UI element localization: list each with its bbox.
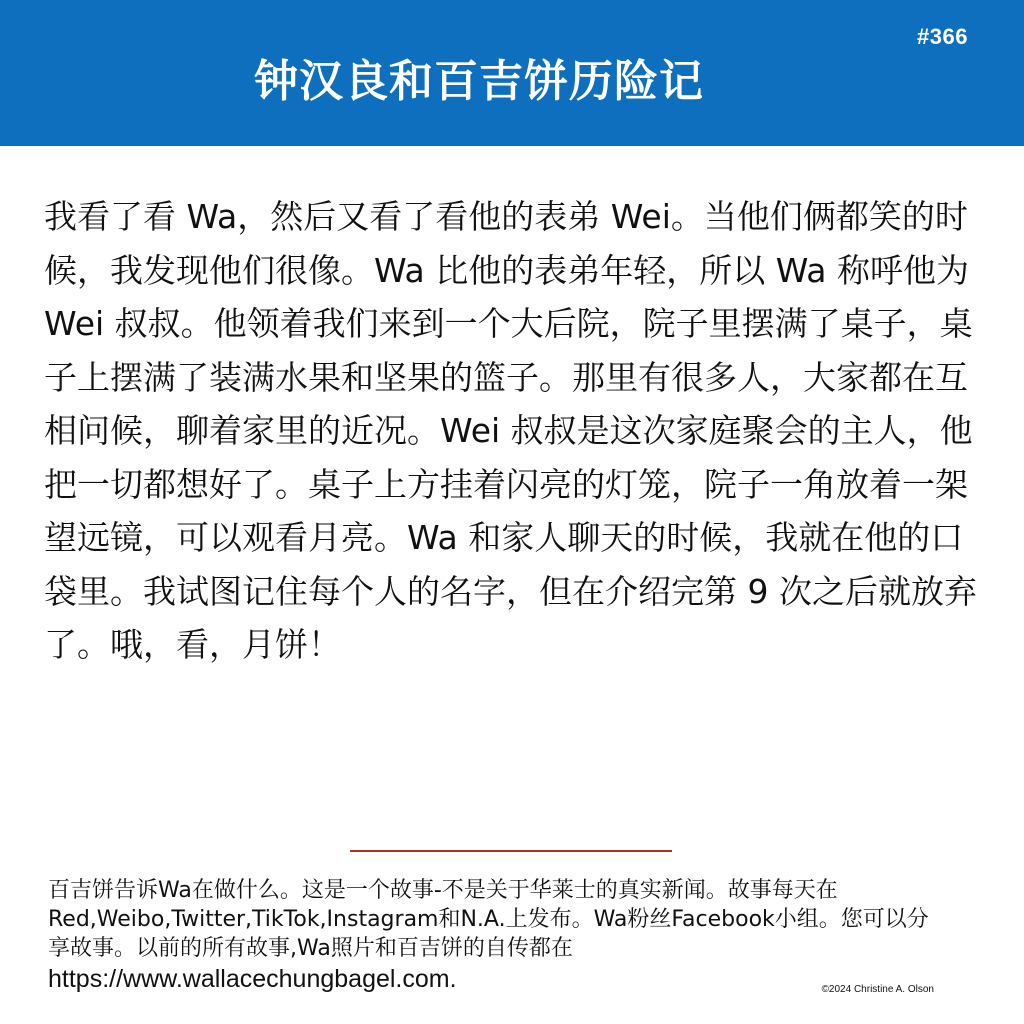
episode-number: #366 (917, 24, 968, 49)
divider-line (350, 850, 672, 852)
website-link[interactable]: https://www.wallacechungbagel.com. (48, 965, 457, 993)
page-title: 钟汉良和百吉饼历险记 (254, 56, 704, 107)
copyright-notice: ©2024 Christine A. Olson (821, 984, 934, 995)
footer-text: 百吉饼告诉Wa在做什么。这是一个故事-不是关于华莱士的真实新闻。故事每天在Red,Weibo,Twitter,TikTok,Instagram和N.A.上发布。Wa粉丝Facebook小组。您可以分享故事。以前的所有故事,Wa照片和百吉饼的自传都在 (48, 878, 929, 961)
story-text: 我看了看 Wa，然后又看了看他的表弟 Wei。当他们俩都笑的时候，我发现他们很像。Wa 比他的表弟年轻，所以 Wa 称呼他为 Wei 叔叔。他领着我们来到一个大后院，院子里摆满了桌子，桌子上摆满了装满水果和坚果的篮子。那里有很多人，大家都在互相问候，聊着家里的近况。Wei 叔叔是这次家庭聚会的主人，他把一切都想好了。桌子上方挂着闪亮的灯笼，院子一角放着一架望远镜，可以观看月亮。Wa 和家人聊天的时候，我就在他的口袋里。我试图记住每个人的名字，但在介绍完第 9 次之后就放弃了。哦，看，月饼！ (44, 197, 977, 664)
footer-note (48, 876, 948, 995)
header-bar (0, 0, 1024, 146)
